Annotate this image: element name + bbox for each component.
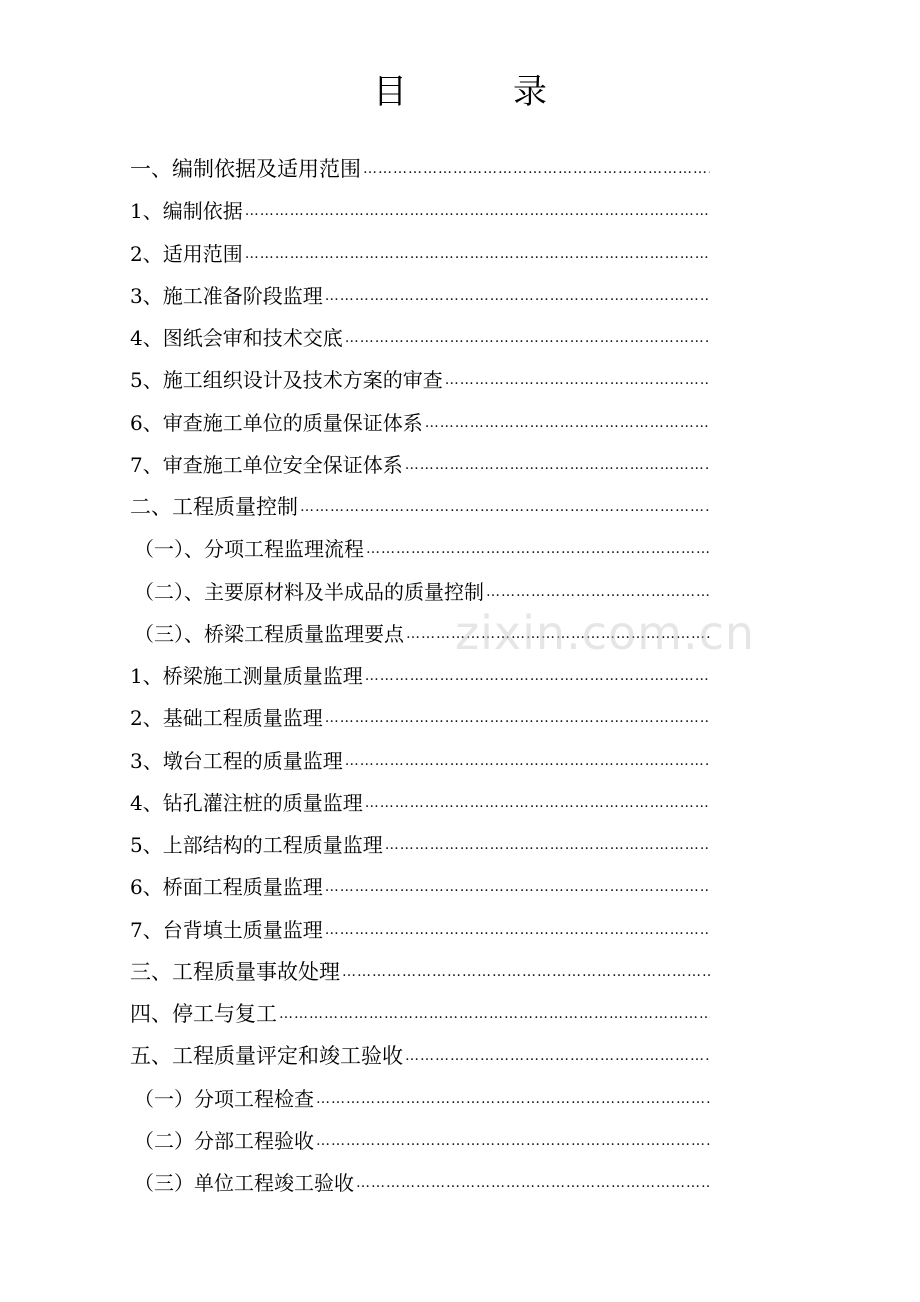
toc-entry-label: 3、墩台工程的质量监理: [130, 748, 343, 773]
toc-entry-label: 6、审查施工单位的质量保证体系: [130, 410, 423, 435]
toc-entry-label: 7、审查施工单位安全保证体系: [130, 452, 403, 477]
toc-entry-label: 6、桥面工程质量监理: [130, 875, 323, 900]
toc-entry-label: （一）、分项工程监理流程: [134, 537, 364, 562]
title-char-2: 录: [513, 72, 547, 112]
toc-leader-dots: [425, 402, 710, 444]
toc-entry-label: 1、桥梁施工测量质量监理: [130, 664, 363, 689]
toc-entry[interactable]: [130, 571, 710, 613]
toc-leader-dots: [345, 317, 710, 359]
toc-entry-label: 5、上部结构的工程质量监理: [130, 833, 383, 858]
toc-entry-label: （二）分部工程验收: [134, 1128, 314, 1153]
toc-entry-label: 一、编制依据及适用范围: [130, 157, 361, 182]
toc-entry[interactable]: [130, 233, 710, 275]
toc-leader-dots: [365, 782, 710, 824]
watermark: zixin.com.cn: [455, 606, 756, 660]
toc-entry-label: （三）单位工程竣工验收: [134, 1171, 354, 1196]
toc-entry-label: 2、适用范围: [130, 241, 243, 266]
toc-leader-dots: [405, 1035, 710, 1077]
toc-entry[interactable]: [130, 697, 710, 739]
toc-leader-dots: [245, 190, 710, 232]
toc-entry-label: 五、工程质量评定和竣工验收: [130, 1044, 403, 1069]
title-char-1: 目: [373, 72, 407, 112]
toc-entry[interactable]: [130, 613, 710, 655]
toc-leader-dots: [366, 528, 710, 570]
toc-leader-dots: [325, 909, 710, 951]
toc-leader-dots: [325, 697, 710, 739]
toc-leader-dots: [385, 824, 710, 866]
toc-entry[interactable]: [130, 1078, 710, 1120]
toc-leader-dots: [356, 1162, 710, 1204]
toc-entry[interactable]: [130, 275, 710, 317]
toc-leader-dots: [406, 613, 710, 655]
toc-entry-label: 四、停工与复工: [130, 1002, 277, 1027]
toc-entry-label: 5、施工组织设计及技术方案的审查: [130, 368, 443, 393]
toc-leader-dots: [363, 148, 710, 190]
table-of-contents: [130, 148, 710, 1204]
toc-entry[interactable]: [130, 317, 710, 359]
toc-entry-label: （三）、桥梁工程质量监理要点: [134, 621, 404, 646]
toc-leader-dots: [342, 951, 710, 993]
toc-entry-label: 4、图纸会审和技术交底: [130, 326, 343, 351]
toc-entry[interactable]: [130, 655, 710, 697]
toc-entry[interactable]: [130, 1035, 710, 1077]
toc-entry-label: 3、施工准备阶段监理: [130, 283, 323, 308]
toc-entry[interactable]: [130, 909, 710, 951]
toc-leader-dots: [486, 571, 710, 613]
toc-entry[interactable]: [130, 190, 710, 232]
toc-entry[interactable]: [130, 824, 710, 866]
toc-entry[interactable]: [130, 486, 710, 528]
toc-leader-dots: [445, 359, 710, 401]
toc-entry[interactable]: [130, 740, 710, 782]
toc-entry-label: 二、工程质量控制: [130, 495, 298, 520]
toc-entry[interactable]: [130, 359, 710, 401]
toc-entry[interactable]: [130, 1120, 710, 1162]
toc-entry[interactable]: [130, 444, 710, 486]
toc-leader-dots: [345, 740, 710, 782]
toc-entry-label: 7、台背填土质量监理: [130, 917, 323, 942]
toc-entry[interactable]: [130, 402, 710, 444]
toc-entry-label: 三、工程质量事故处理: [130, 959, 340, 984]
toc-leader-dots: [300, 486, 710, 528]
toc-entry-label: （二）、主要原材料及半成品的质量控制: [134, 579, 484, 604]
toc-leader-dots: [325, 275, 710, 317]
toc-entry[interactable]: [130, 148, 710, 190]
toc-entry[interactable]: [130, 993, 710, 1035]
toc-entry[interactable]: [130, 782, 710, 824]
toc-entry-label: 2、基础工程质量监理: [130, 706, 323, 731]
toc-entry-label: （一）分项工程检查: [134, 1086, 314, 1111]
page-title: [0, 68, 920, 116]
toc-leader-dots: [325, 866, 710, 908]
toc-entry-label: 4、钻孔灌注桩的质量监理: [130, 790, 363, 815]
toc-entry[interactable]: [130, 1162, 710, 1204]
toc-leader-dots: [279, 993, 710, 1035]
toc-entry[interactable]: [130, 528, 710, 570]
toc-entry-label: 1、编制依据: [130, 199, 243, 224]
toc-leader-dots: [316, 1120, 710, 1162]
toc-leader-dots: [405, 444, 710, 486]
toc-leader-dots: [316, 1078, 710, 1120]
toc-leader-dots: [365, 655, 710, 697]
toc-entry[interactable]: [130, 951, 710, 993]
toc-leader-dots: [245, 233, 710, 275]
toc-entry[interactable]: [130, 866, 710, 908]
